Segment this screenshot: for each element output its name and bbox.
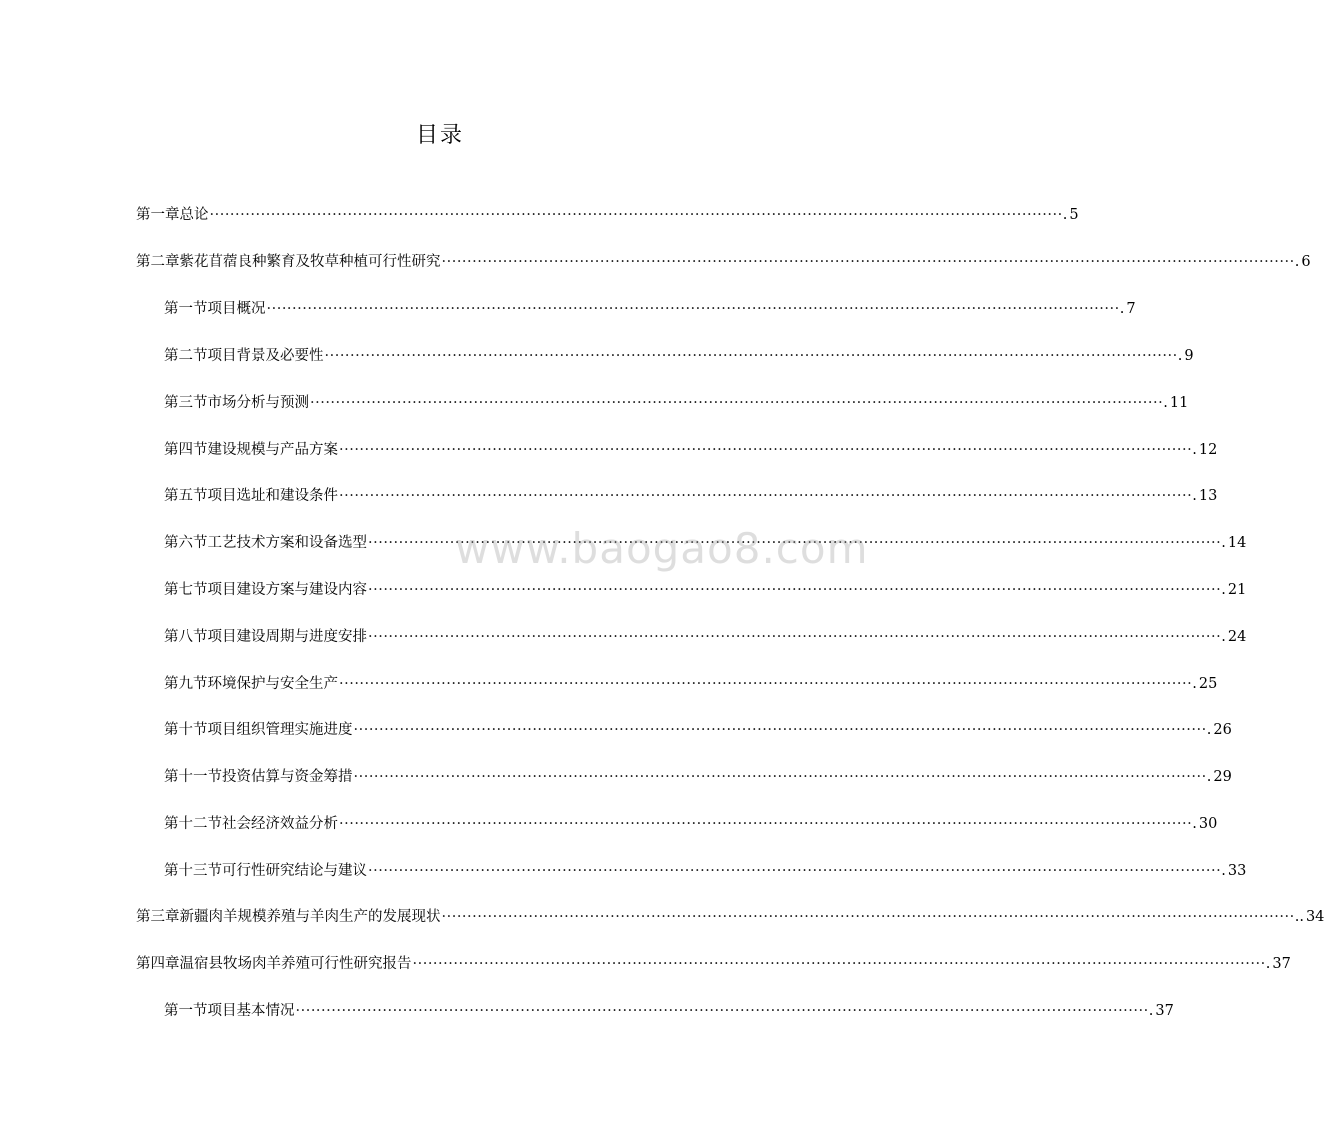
toc-page-number: 34 <box>1305 909 1324 925</box>
toc-entry-title: 项目概况 <box>207 301 266 317</box>
toc-leader-dots <box>210 207 1063 223</box>
toc-entry-title: 项目选址和建设条件 <box>207 488 338 504</box>
toc-leader-end: . <box>1294 254 1300 270</box>
toc-leader-dots <box>368 535 1221 551</box>
toc-page-number: 9 <box>1184 348 1194 364</box>
toc-entry-label: 第十二节 <box>164 816 222 832</box>
toc-page-number: 26 <box>1213 722 1232 738</box>
toc-entry[interactable] <box>164 531 1247 553</box>
toc-entry[interactable] <box>164 718 1232 740</box>
toc-leader-dots <box>442 909 1295 925</box>
toc-entry[interactable] <box>164 484 1218 506</box>
toc-entry[interactable] <box>164 578 1247 600</box>
toc-leader-end: . <box>1192 442 1197 458</box>
toc-page-number: 24 <box>1227 629 1247 645</box>
toc-entry-title: 新疆肉羊规模养殖与羊肉生产的发展现状 <box>179 909 441 925</box>
toc-page-number: 33 <box>1227 863 1247 879</box>
toc-page-number: 30 <box>1198 816 1218 832</box>
toc-entry[interactable] <box>164 999 1174 1021</box>
toc-leader-dots <box>354 769 1207 785</box>
toc-entry-title: 可行性研究结论与建议 <box>222 863 367 879</box>
toc-page-number: 29 <box>1213 769 1232 785</box>
toc-leader-dots <box>310 395 1163 411</box>
toc-page-number: 6 <box>1301 254 1311 270</box>
toc-entry[interactable] <box>136 250 1311 272</box>
toc-leader-dots <box>442 254 1295 270</box>
toc-entry-label: 第二节 <box>164 348 208 364</box>
toc-entry[interactable] <box>136 952 1291 974</box>
toc-leader-dots <box>368 863 1221 879</box>
toc-leader-dots <box>339 676 1192 692</box>
toc-leader-dots <box>413 956 1266 972</box>
toc-leader-dots <box>368 629 1221 645</box>
toc-entry-title: 紫花苜蓿良种繁育及牧草种植可行性研究 <box>179 254 441 270</box>
toc-leader-end: . <box>1206 769 1212 785</box>
toc-leader-end: . <box>1163 395 1168 411</box>
toc-entry-title: 投资估算与资金筹措 <box>222 769 353 785</box>
toc-leader-dots <box>267 301 1120 317</box>
toc-page-number: 14 <box>1227 535 1247 551</box>
toc-entry-label: 第二章 <box>136 254 180 270</box>
toc-page-number: 5 <box>1069 207 1079 223</box>
toc-leader-end: . <box>1221 629 1226 645</box>
toc-entry-label: 第三节 <box>164 395 208 411</box>
toc-leader-end: . <box>1192 488 1197 504</box>
toc-entry[interactable] <box>164 625 1247 647</box>
toc-entry-title: 温宿县牧场肉羊养殖可行性研究报告 <box>179 956 412 972</box>
toc-leader-dots <box>296 1003 1149 1019</box>
toc-leader-dots <box>339 816 1192 832</box>
toc-entry[interactable] <box>136 203 1079 225</box>
toc-leader-end: . <box>1221 582 1226 598</box>
toc-entry-label: 第一章 <box>136 207 180 223</box>
toc-leader-end: . <box>1221 535 1226 551</box>
toc-entry-title: 项目建设周期与进度安排 <box>207 629 367 645</box>
toc-entry-title: 总论 <box>179 207 209 223</box>
toc-leader-end: . <box>1119 301 1125 317</box>
toc-leader-end: . <box>1192 676 1197 692</box>
toc-entry-label: 第十三节 <box>164 863 222 879</box>
toc-entry-title: 环境保护与安全生产 <box>207 676 338 692</box>
toc-leader-end: . <box>1148 1003 1154 1019</box>
toc-page-number: 37 <box>1272 956 1291 972</box>
toc-entry-title: 社会经济效益分析 <box>222 816 338 832</box>
toc-entry-title: 市场分析与预测 <box>207 395 309 411</box>
toc-entry-title: 项目组织管理实施进度 <box>207 722 353 738</box>
toc-entry-label: 第六节 <box>164 535 208 551</box>
toc-leader-end: . <box>1062 207 1068 223</box>
toc-page-number: 21 <box>1227 582 1247 598</box>
toc-leader-end: . <box>1206 722 1212 738</box>
toc-entry[interactable] <box>164 765 1232 787</box>
toc-page-number: 7 <box>1126 301 1136 317</box>
toc-entry-label: 第十一节 <box>164 769 222 785</box>
toc-entry-label: 第八节 <box>164 629 208 645</box>
toc-entry-label: 第四章 <box>136 956 180 972</box>
toc-entry[interactable] <box>164 438 1218 460</box>
toc-leader-dots <box>325 348 1178 364</box>
watermark: www.baogao8.com <box>455 524 869 573</box>
toc-leader-end: . <box>1177 348 1183 364</box>
toc-entry[interactable] <box>164 391 1189 413</box>
toc-entry-label: 第一节 <box>164 301 208 317</box>
toc-entry[interactable] <box>164 812 1218 834</box>
toc-entry[interactable] <box>164 859 1247 881</box>
toc-page-number: 13 <box>1198 488 1218 504</box>
toc-leader-dots <box>354 722 1207 738</box>
toc-entry[interactable] <box>164 344 1194 366</box>
toc-entry-label: 第七节 <box>164 582 208 598</box>
toc-page-number: 12 <box>1198 442 1218 458</box>
toc-entry[interactable] <box>164 297 1136 319</box>
toc-entry-title: 项目建设方案与建设内容 <box>207 582 367 598</box>
toc-entry-label: 第九节 <box>164 676 208 692</box>
toc-page-number: 37 <box>1155 1003 1174 1019</box>
toc-entry-label: 第十节 <box>164 722 208 738</box>
toc-leader-end: .. <box>1294 909 1304 925</box>
toc-leader-dots <box>368 582 1221 598</box>
toc-entry[interactable] <box>136 905 1324 927</box>
toc-leader-end: . <box>1192 816 1197 832</box>
toc-leader-end: . <box>1265 956 1271 972</box>
toc-entry-label: 第一节 <box>164 1003 208 1019</box>
toc-leader-end: . <box>1221 863 1226 879</box>
toc-entry-label: 第五节 <box>164 488 208 504</box>
page-title: 目录 <box>415 123 464 148</box>
toc-entry-title: 工艺技术方案和设备选型 <box>207 535 367 551</box>
toc-entry-title: 项目基本情况 <box>207 1003 295 1019</box>
toc-entry[interactable] <box>164 672 1218 694</box>
toc-entry-label: 第三章 <box>136 909 180 925</box>
toc-page-number: 11 <box>1169 395 1189 411</box>
toc-entry-label: 第四节 <box>164 442 208 458</box>
toc-leader-dots <box>339 442 1192 458</box>
toc-entry-title: 建设规模与产品方案 <box>207 442 338 458</box>
toc-page-number: 25 <box>1198 676 1218 692</box>
toc-entry-title: 项目背景及必要性 <box>207 348 324 364</box>
toc-leader-dots <box>339 488 1192 504</box>
